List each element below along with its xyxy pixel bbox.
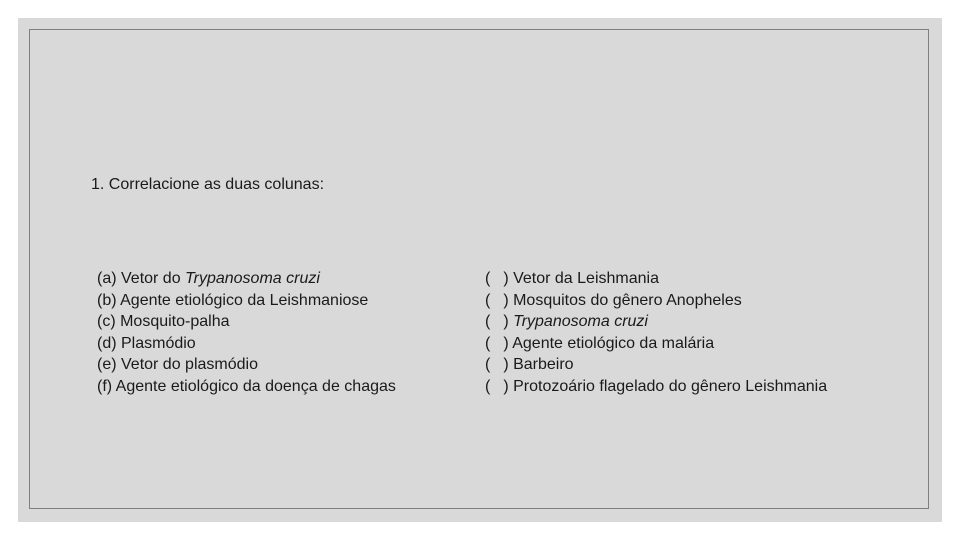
right-item-italic-text: Trypanosoma cruzi [513, 313, 648, 330]
answer-blank-close: ) [503, 334, 509, 352]
answer-blank-close: ) [503, 291, 509, 309]
left-item-text: (e) Vetor do plasmódio [97, 356, 258, 373]
left-item-text: (c) Mosquito-palha [97, 313, 230, 330]
left-item-italic-text: Trypanosoma cruzi [185, 270, 320, 287]
right-item-text: Mosquitos do gênero Anopheles [508, 291, 742, 309]
right-item-text: Barbeiro [508, 356, 574, 373]
answer-blank-open: ( [485, 334, 491, 352]
left-item-f [97, 376, 396, 398]
left-item-text: (b) Agente etiológico da Leishmaniose [97, 291, 369, 309]
answer-blank-close: ) [503, 313, 509, 330]
right-item-text: Vetor da Leishmania [508, 270, 659, 287]
right-item-4 [485, 333, 827, 355]
answer-blank-open: ( [485, 270, 491, 287]
right-item-5 [485, 354, 827, 376]
question-title: 1. Correlacione as duas colunas: [91, 176, 325, 193]
left-item-c [97, 311, 396, 333]
right-item-2 [485, 290, 827, 312]
left-item-e [97, 354, 396, 376]
right-item-1 [485, 268, 827, 290]
left-item-d [97, 333, 396, 355]
left-item-text: (f) Agente etiológico da doença de chagas [97, 377, 396, 395]
right-item-text: Agente etiológico da malária [508, 334, 715, 352]
right-column-list [485, 268, 827, 397]
right-item-3 [485, 311, 827, 333]
answer-blank-close: ) [503, 356, 509, 373]
left-item-b [97, 290, 396, 312]
answer-blank-open: ( [485, 356, 491, 373]
answer-blank-open: ( [485, 313, 491, 330]
slide-background [18, 18, 942, 522]
answer-blank-close: ) [503, 377, 509, 395]
right-item-6 [485, 376, 827, 398]
left-item-text: (d) Plasmódio [97, 334, 196, 352]
right-item-text: Protozoário flagelado do gênero Leishmania [508, 377, 828, 395]
answer-blank-close: ) [503, 270, 509, 287]
answer-blank-open: ( [485, 377, 491, 395]
answer-blank-open: ( [485, 291, 491, 309]
left-item-a [97, 268, 396, 290]
left-column-list [97, 268, 396, 397]
left-item-text: (a) Vetor do [97, 270, 186, 287]
